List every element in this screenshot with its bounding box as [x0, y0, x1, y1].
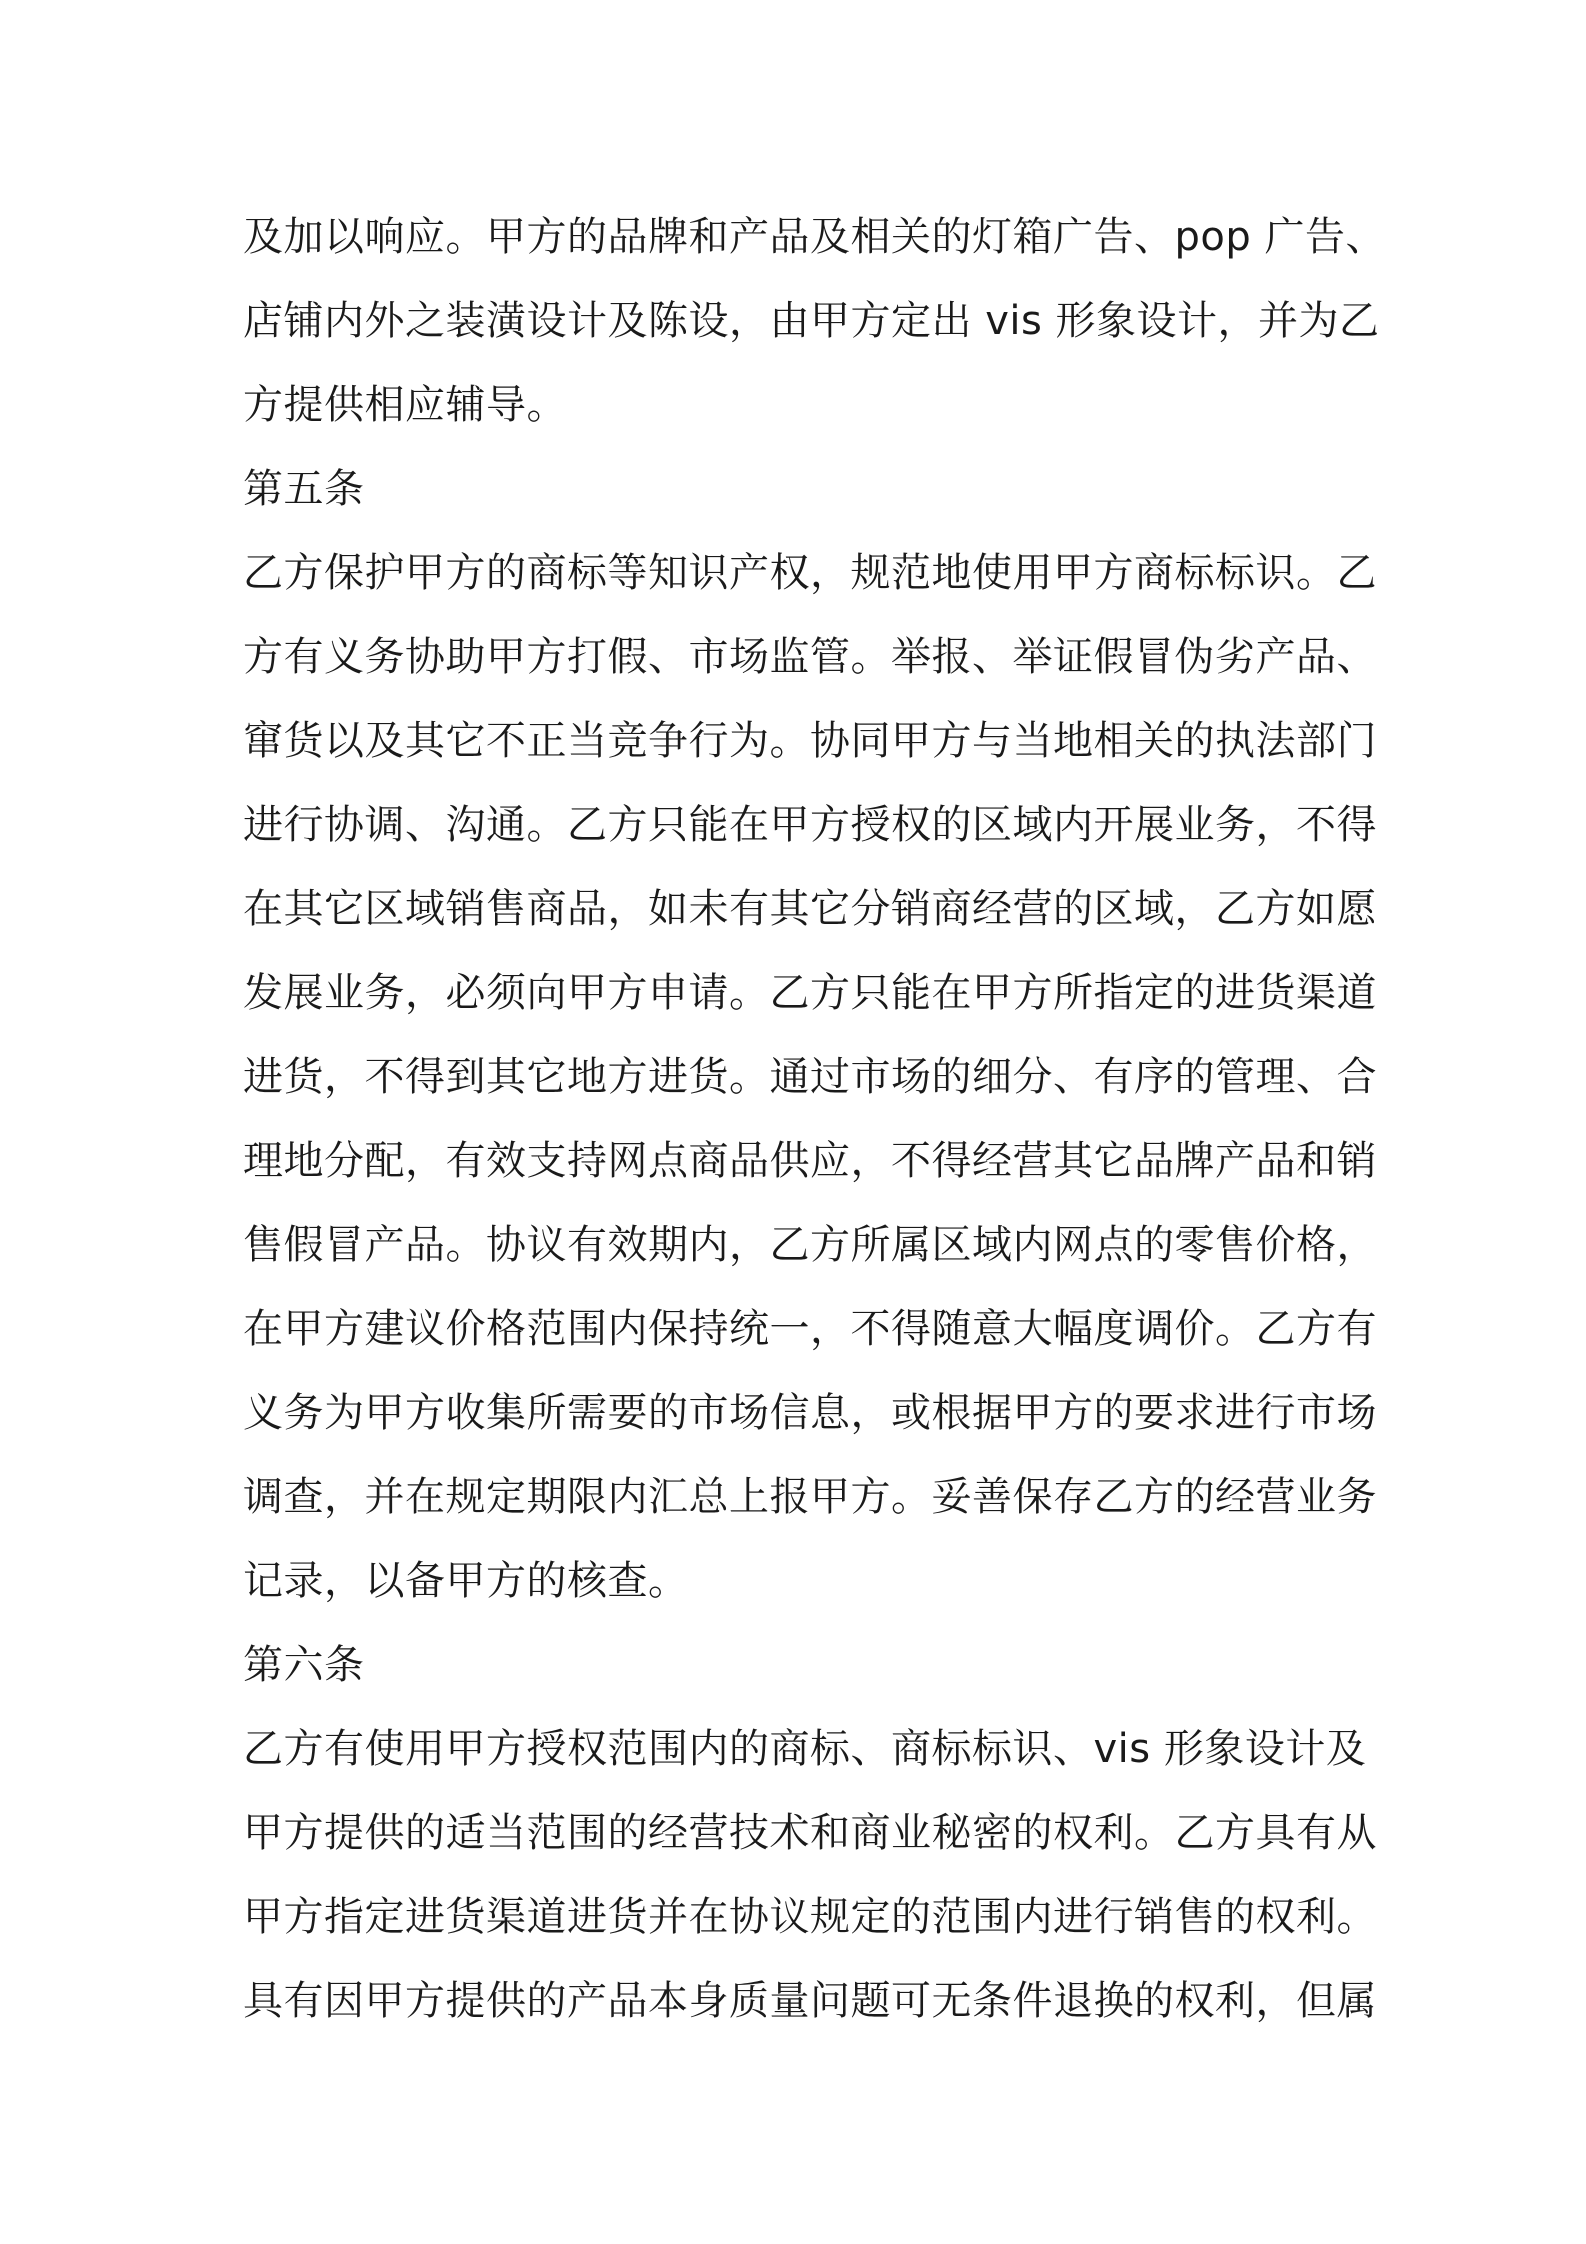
- paragraph-line: 进行协调、沟通。乙方只能在甲方授权的区域内开展业务，不得: [243, 802, 1377, 848]
- paragraph-line: 理地分配，有效支持网点商品供应，不得经营其它品牌产品和销: [243, 1138, 1377, 1184]
- paragraph-line: 方提供相应辅导。: [243, 382, 567, 428]
- paragraph-line: 进货，不得到其它地方进货。通过市场的细分、有序的管理、合: [243, 1054, 1377, 1100]
- paragraph-line: 窜货以及其它不正当竞争行为。协同甲方与当地相关的执法部门: [243, 718, 1377, 764]
- paragraph-line: 店铺内外之装潢设计及陈设，由甲方定出 vis 形象设计，并为乙: [243, 298, 1380, 344]
- paragraph-line: 及加以响应。甲方的品牌和产品及相关的灯箱广告、pop 广告、: [243, 214, 1386, 260]
- document-body: [243, 195, 1386, 2043]
- paragraph-line: 甲方提供的适当范围的经营技术和商业秘密的权利。乙方具有从: [243, 1810, 1377, 1856]
- paragraph-line: 义务为甲方收集所需要的市场信息，或根据甲方的要求进行市场: [243, 1390, 1377, 1436]
- paragraph-line: 调查，并在规定期限内汇总上报甲方。妥善保存乙方的经营业务: [243, 1474, 1377, 1520]
- paragraph-line: 具有因甲方提供的产品本身质量问题可无条件退换的权利，但属: [243, 1978, 1377, 2024]
- paragraph-line: 在其它区域销售商品，如未有其它分销商经营的区域，乙方如愿: [243, 886, 1377, 932]
- paragraph-line: 乙方保护甲方的商标等知识产权，规范地使用甲方商标标识。乙: [243, 550, 1377, 596]
- paragraph-line: 在甲方建议价格范围内保持统一，不得随意大幅度调价。乙方有: [243, 1306, 1377, 1352]
- article-heading: 第五条: [243, 466, 365, 512]
- paragraph-line: 记录，以备甲方的核查。: [243, 1558, 689, 1604]
- paragraph-line: 乙方有使用甲方授权范围内的商标、商标标识、vis 形象设计及: [243, 1726, 1367, 1772]
- article-heading: 第六条: [243, 1642, 365, 1688]
- paragraph-line: 售假冒产品。协议有效期内，乙方所属区域内网点的零售价格，: [243, 1222, 1377, 1268]
- paragraph-line: 甲方指定进货渠道进货并在协议规定的范围内进行销售的权利。: [243, 1894, 1377, 1940]
- paragraph-line: 发展业务，必须向甲方申请。乙方只能在甲方所指定的进货渠道: [243, 970, 1377, 1016]
- paragraph-line: 方有义务协助甲方打假、市场监管。举报、举证假冒伪劣产品、: [243, 634, 1377, 680]
